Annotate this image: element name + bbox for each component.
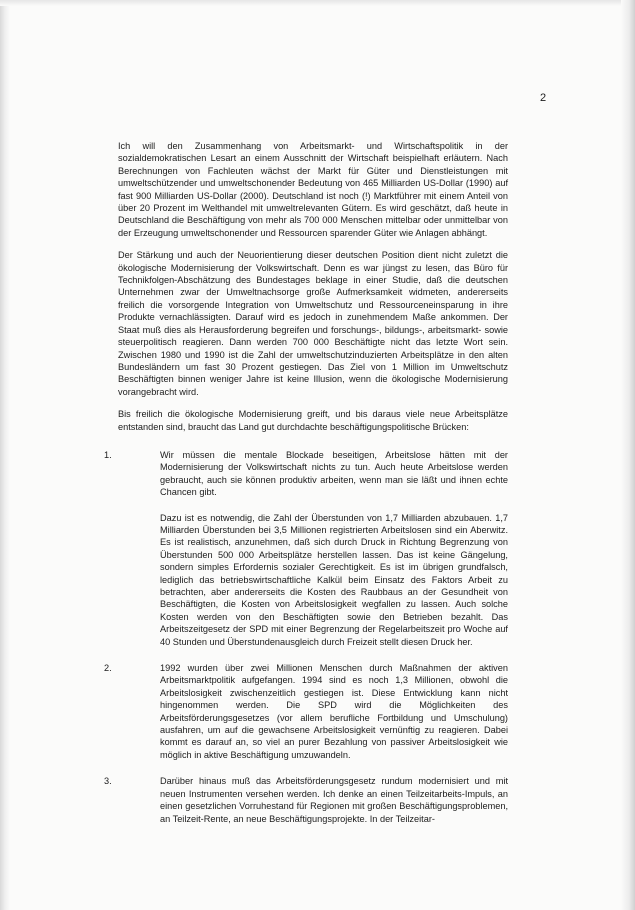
list-item-paragraph: Dazu ist es notwendig, die Zahl der Überstunden von 1,7 Milliarden abzubauen. 1,7 Milliarden Überstunden bei 3,5 Millionen registrierten Arbeitslosen sind ein Aberwitz. Es ist realistisch, anzunehmen, daß sich durch Druck in Richtung Begrenzung von Überstunden 500 000 Arbeitsplätze herstellen lassen. Das ist keine Gängelung, sondern simples Erfordernis sozialer Gerechtigkeit. Es ist im übrigen grundfalsch, lediglich das betriebswirtschaftliche Kalkül beim Einsatz des Faktors Arbeit zu betrachten, aber andererseits die Kosten des Raubbaus an der Gesundheit von Beschäftigten, die Kosten von Arbeitslosigkeit wegfallen zu lassen. Auch solche Kosten werden von den Beschäftigten sowie den Betrieben bezahlt. Das Arbeitszeitgesetz der SPD mit einer Begrenzung der Regelarbeitszeit pro Woche auf 40 Stunden und Überstundenausgleich durch Freizeit stellt diesen Druck her. [160,512,508,647]
paragraph-3: Bis freilich die ökologische Modernisierung greift, und bis daraus viele neue Arbeitsplätze entstanden sind, braucht das Land gut durchdachte beschäftigungspolitische Brücken: [118,409,508,432]
list-item-paragraph: Darüber hinaus muß das Arbeitsförderungsgesetz rundum modernisiert und mit neuen Instrumenten versehen werden. Ich denke an einen Teilzeitarbeits-Impuls, an einen gesetzlichen Vorruhestand für Regionen mit großen Beschäftigungsproblemen, an Teilzeit-Rente, an neue Beschäftigungsprojekte. In der Teilzeitar- [160,776,508,824]
body-text [104,140,508,839]
scan-top-edge [0,0,635,6]
scan-left-edge [0,0,10,910]
paragraph-1: Ich will den Zusammenhang von Arbeitsmarkt- und Wirtschaftspolitik in der sozialdemokratischen Lesart an einem Ausschnitt der Wirtschaft beispielhaft erläutern. Nach Berechnungen von Fachleuten wächst der Markt für Güter und Dienstleistungen mit umweltschützender und umweltschonender Bedeutung von 465 Milliarden US-Dollar (1990) auf fast 900 Milliarden US-Dollar (2000). Deutschland ist noch (!) Marktführer mit einem Anteil von über 20 Prozent im Welthandel mit umweltrelevanten Gütern. Es wird geschätzt, daß heute in Deutschland die Beschäftigung von mehr als 700 000 Menschen mittelbar oder unmittelbar von der Erzeugung umweltschonender und Ressourcen sparender Güter wie Anlagen abhängt. [118,141,508,238]
scan-right-edge [621,0,635,910]
list-item-1 [104,449,508,648]
list-item-2 [104,662,508,761]
page-number: 2 [540,92,547,104]
list-item-3 [104,775,508,825]
list-item-number: 3. [104,776,112,787]
paragraph-2: Der Stärkung und auch der Neuorientierung dieser deutschen Position dient nicht zuletzt die ökologische Modernisierung der Volkswirtschaft. Denn es war jüngst zu lesen, das Büro für Technikfolgen-Abschätzung des Bundestages beklage in einer Studie, daß die deutschen Unternehmen zwar der Umweltnachsorge große Aufmerksamkeit widmeten, andererseits freilich die vorsorgende Integration von Umweltschutz und Ressourceneinsparung in ihre Produkte vernachlässigten. Darauf wird es jedoch in zunehmendem Maße ankommen. Der Staat muß dies als Herausforderung begreifen und forschungs-, bildungs-, arbeitsmarkt- sowie steuerpolitisch reagieren. Dann werden 700 000 Beschäftigte nicht das letzte Wort sein. Zwischen 1980 und 1990 ist die Zahl der umweltschutzinduzierten Arbeitsplätze in den alten Bundesländern um fast 30 Prozent gestiegen. Das Ziel von 1 Million im Umweltschutz Beschäftigten binnen weniger Jahre ist keine Illusion, wenn die ökologische Modernisierung vorangebracht wird. [118,250,508,397]
list-item-number: 2. [104,663,112,674]
list-item-paragraph: Wir müssen die mentale Blockade beseitigen, Arbeitslose hätten mit der Modernisierung der Volkswirtschaft nichts zu tun. Auch heute Arbeitslose werden gebraucht, auch sie können produktiv arbeiten, wenn man sie läßt und ihnen echte Chancen gibt. [160,449,508,498]
list-item-number: 1. [104,449,112,460]
list-item-paragraph: 1992 wurden über zwei Millionen Menschen durch Maßnahmen der aktiven Arbeitsmarktpolitik aufgefangen. 1994 sind es noch 1,3 Millionen, obwohl die Arbeitslosigkeit zwischenzeitlich gestiegen ist. Diese Entwicklung kann nicht hingenommen werden. Die SPD wird die Möglichkeiten des Arbeitsförderungsgesetzes (vor allem berufliche Fortbildung und Umschulung) ausfahren, um auf die gewachsene Arbeitslosigkeit vernünftig zu reagieren. Dabei kommt es darauf an, so viel an purer Bezahlung von passiver Arbeitslosigkeit wie möglich in aktive Beschäftigung umzuwandeln. [160,663,508,760]
